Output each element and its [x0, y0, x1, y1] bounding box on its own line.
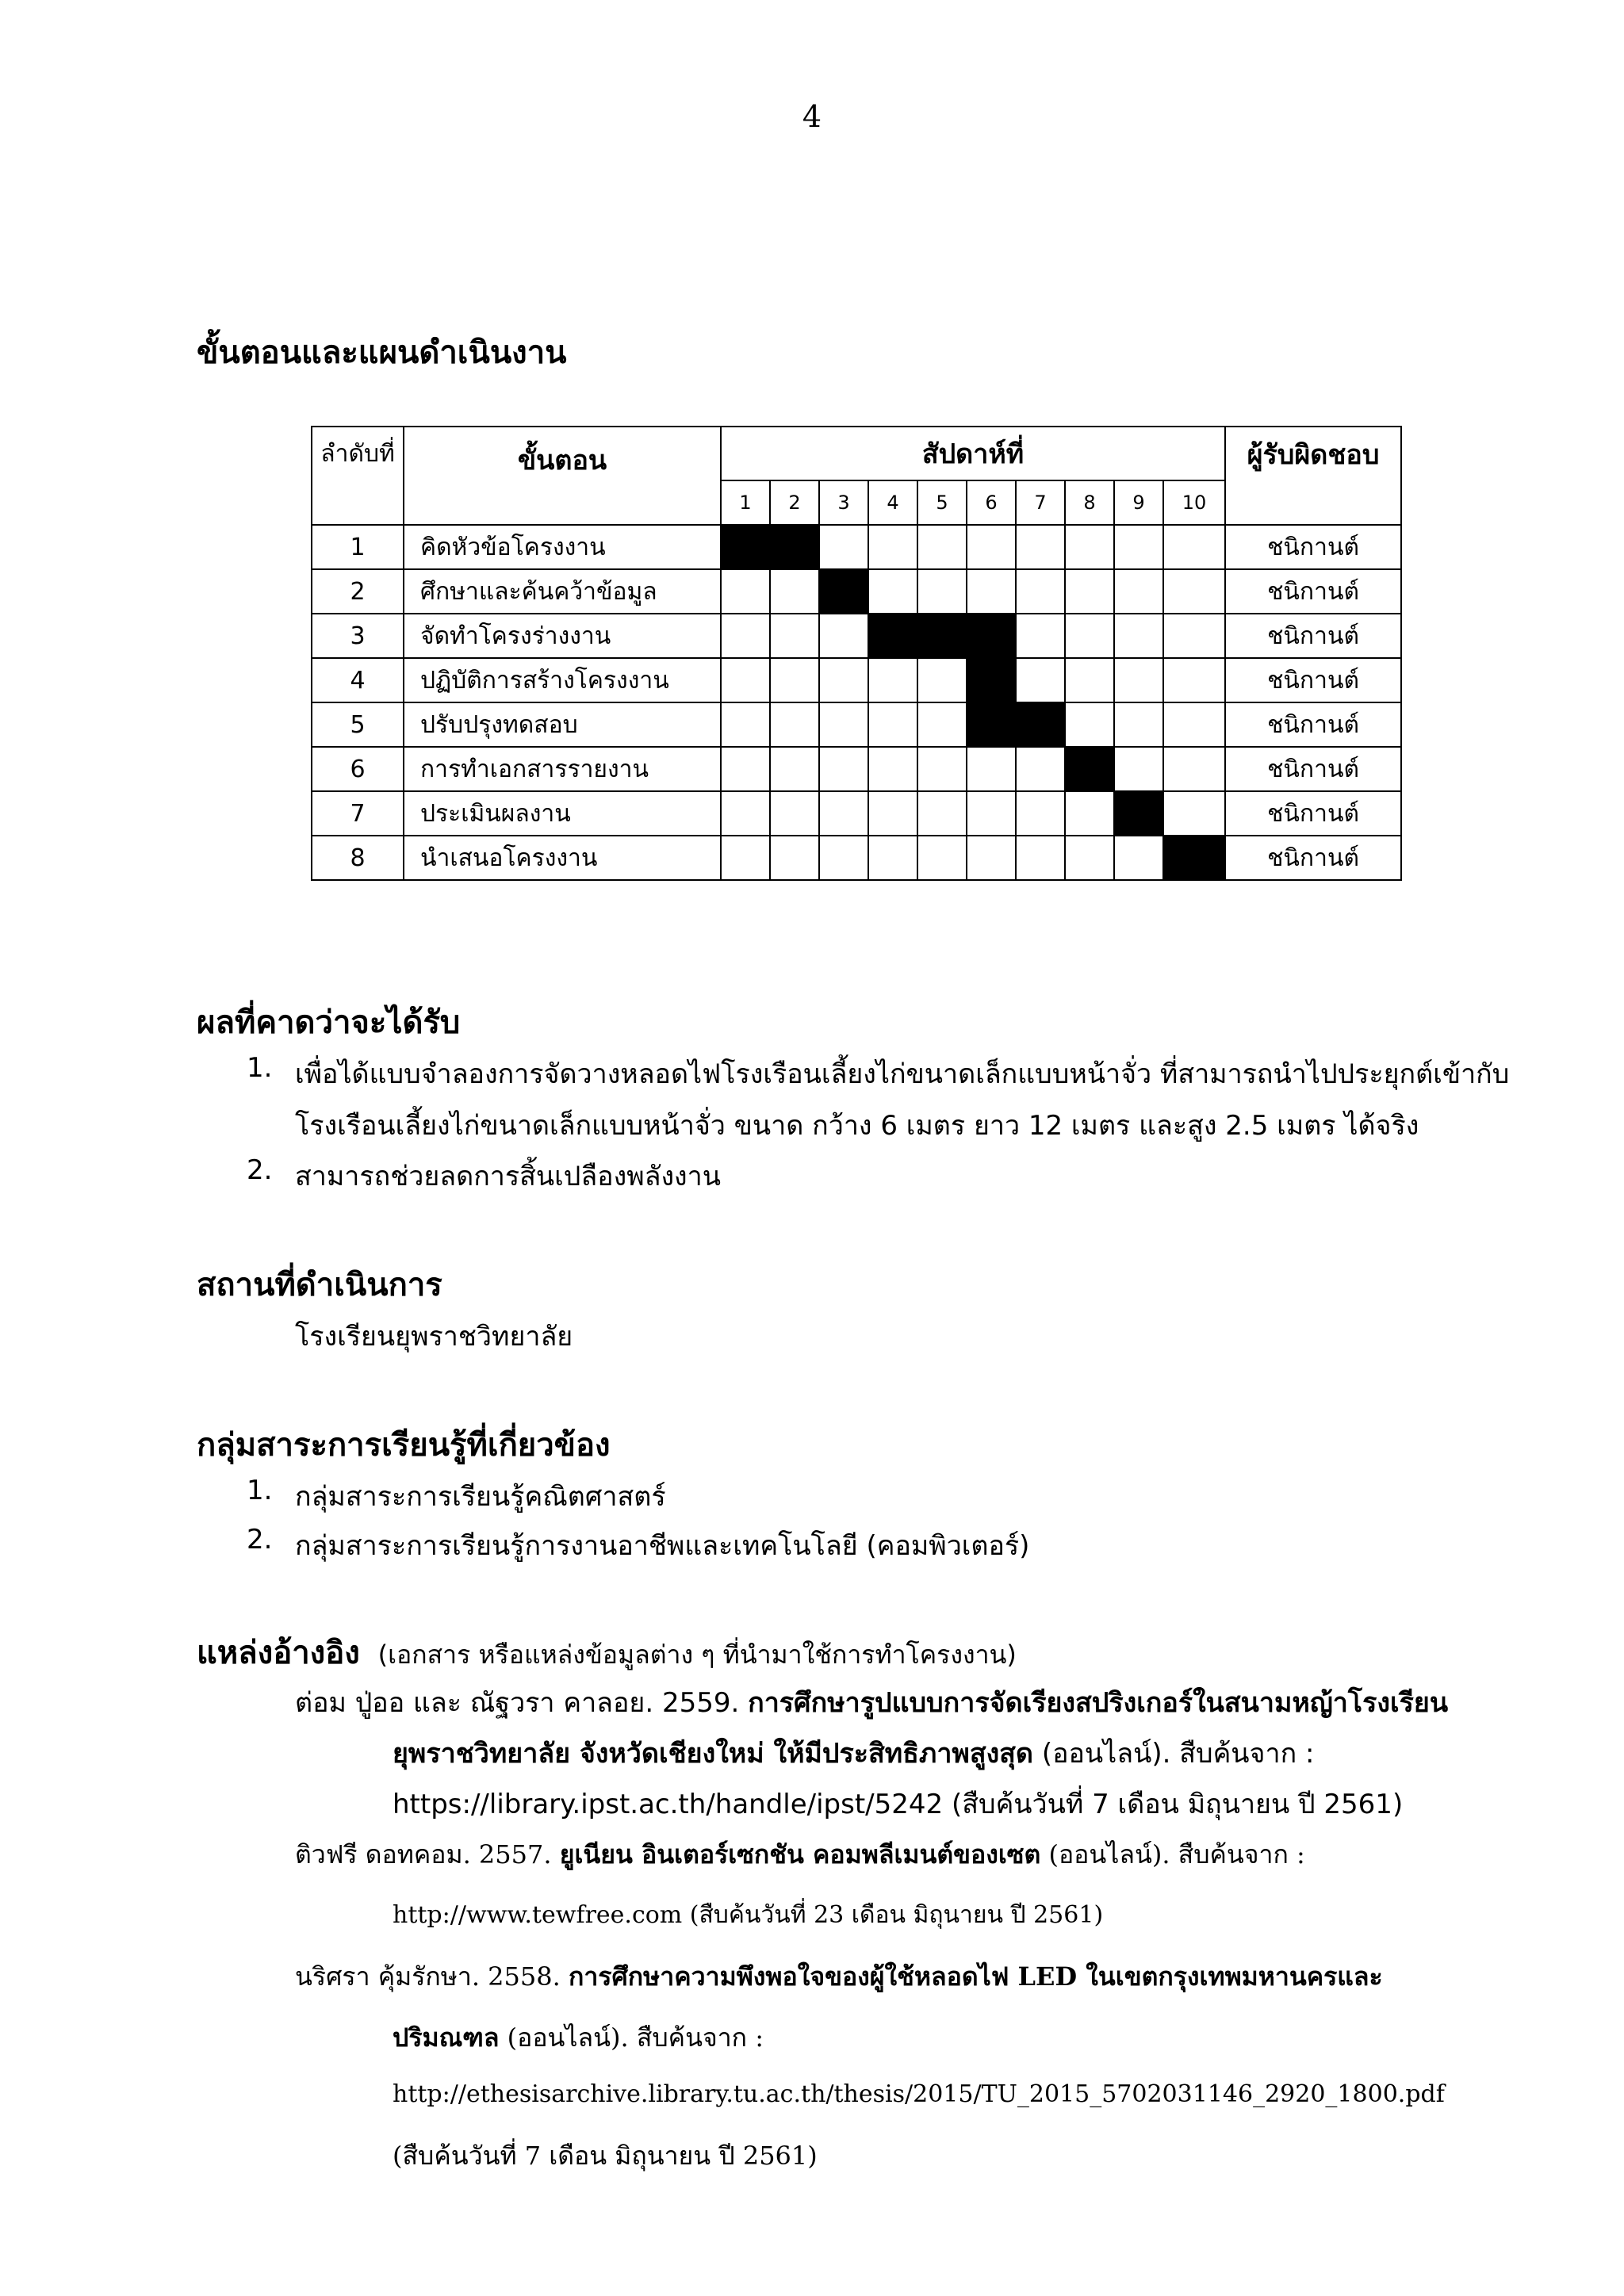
gantt-row: [312, 658, 1401, 702]
gantt-empty-cell: [819, 791, 868, 836]
gantt-empty-cell: [1114, 836, 1163, 880]
reference-title: ยุพราชวิทยาลัย จังหวัดเชียงใหม่ ให้มีประสิทธิภาพสูงสุด: [393, 1738, 1034, 1770]
reference-title: การศึกษาความพึงพอใจของผู้ใช้หลอดไฟ LED ในเขตกรุงเทพมหานครและ: [568, 1961, 1383, 1992]
gantt-empty-cell: [721, 658, 770, 702]
gantt-empty-cell: [1065, 836, 1114, 880]
gantt-empty-cell: [721, 791, 770, 836]
reference-title: ยูเนียน อินเตอร์เซกชัน คอมพลีเมนต์ของเซต: [559, 1839, 1041, 1869]
row-number: 8: [312, 836, 404, 880]
gantt-empty-cell: [819, 614, 868, 658]
gantt-empty-cell: [1163, 791, 1225, 836]
reference-source: (ออนไลน์). สืบค้นจาก :: [507, 2022, 764, 2053]
gantt-empty-cell: [967, 569, 1016, 614]
row-step: การทำเอกสารรายงาน: [404, 747, 721, 791]
reference-source: (ออนไลน์). สืบค้นจาก :: [1041, 1738, 1315, 1770]
gantt-empty-cell: [770, 702, 819, 747]
row-step: ปฏิบัติการสร้างโครงงาน: [404, 658, 721, 702]
week-number: 6: [967, 480, 1016, 525]
subject-item-text: กลุ่มสาระการเรียนรู้การงานอาชีพและเทคโนโลยี (คอมพิวเตอร์): [295, 1530, 1030, 1562]
gantt-empty-cell: [819, 836, 868, 880]
week-number: 1: [721, 480, 770, 525]
gantt-row: [312, 525, 1401, 569]
gantt-empty-cell: [967, 836, 1016, 880]
gantt-empty-cell: [1163, 658, 1225, 702]
gantt-empty-cell: [721, 702, 770, 747]
row-number: 7: [312, 791, 404, 836]
gantt-empty-cell: [917, 525, 967, 569]
row-number: 1: [312, 525, 404, 569]
week-number: 9: [1114, 480, 1163, 525]
gantt-bar-cell: [1114, 791, 1163, 836]
gantt-bar-cell: [721, 525, 770, 569]
gantt-row: [312, 614, 1401, 658]
gantt-empty-cell: [1016, 836, 1065, 880]
reference-title: การศึกษารูปแบบการจัดเรียงสปริงเกอร์ในสนามหญ้าโรงเรียน: [748, 1687, 1449, 1719]
gantt-bar-cell: [967, 614, 1016, 658]
gantt-empty-cell: [967, 791, 1016, 836]
gantt-row: [312, 791, 1401, 836]
gantt-row: [312, 702, 1401, 747]
gantt-empty-cell: [819, 747, 868, 791]
gantt-row: [312, 836, 1401, 880]
week-number: 8: [1065, 480, 1114, 525]
gantt-empty-cell: [1065, 702, 1114, 747]
reference-author: ติวฟรี ดอทคอม. 2557.: [295, 1839, 552, 1869]
gantt-empty-cell: [917, 702, 967, 747]
row-step: ศึกษาและค้นคว้าข้อมูล: [404, 569, 721, 614]
row-responsible: ชนิกานต์: [1225, 747, 1401, 791]
row-step: นำเสนอโครงงาน: [404, 836, 721, 880]
gantt-empty-cell: [868, 525, 917, 569]
plan-heading: ขั้นตอนและแผนดำเนินงาน: [197, 335, 567, 371]
gantt-bar-cell: [967, 702, 1016, 747]
gantt-bar-cell: [819, 569, 868, 614]
gantt-bar-cell: [1065, 747, 1114, 791]
row-number: 4: [312, 658, 404, 702]
gantt-empty-cell: [917, 747, 967, 791]
gantt-empty-cell: [819, 525, 868, 569]
subjects-heading: กลุ่มสาระการเรียนรู้ที่เกี่ยวข้อง: [197, 1427, 611, 1464]
gantt-empty-cell: [721, 836, 770, 880]
location-text: โรงเรียนยุพราชวิทยาลัย: [295, 1321, 573, 1353]
reference-title: ปริมณฑล: [393, 2022, 500, 2053]
location-heading: สถานที่ดำเนินการ: [197, 1267, 442, 1303]
reference-author: ต่อม ปู่ออ และ ณัฐวรา คาลอย. 2559.: [295, 1687, 740, 1719]
gantt-empty-cell: [1016, 658, 1065, 702]
gantt-empty-cell: [1065, 525, 1114, 569]
references-subheading: (เอกสาร หรือแหล่งข้อมูลต่าง ๆ ที่นำมาใช้การทำโครงงาน): [377, 1640, 1017, 1670]
row-responsible: ชนิกานต์: [1225, 702, 1401, 747]
gantt-empty-cell: [868, 702, 917, 747]
row-step: จัดทำโครงร่างงาน: [404, 614, 721, 658]
gantt-empty-cell: [770, 569, 819, 614]
gantt-empty-cell: [1016, 614, 1065, 658]
gantt-empty-cell: [770, 747, 819, 791]
reference-entry-3: [295, 1957, 1383, 1997]
responsible-spacer: [1225, 480, 1401, 525]
gantt-empty-cell: [770, 658, 819, 702]
gantt-empty-cell: [967, 747, 1016, 791]
reference-url-line: http://www.tewfree.com (สืบค้นวันที่ 23 เดือน มิถุนายน ปี 2561): [393, 1901, 1104, 1929]
gantt-empty-cell: [1114, 702, 1163, 747]
week-number: 4: [868, 480, 917, 525]
gantt-empty-cell: [1065, 791, 1114, 836]
row-responsible: ชนิกานต์: [1225, 791, 1401, 836]
reference-author: นริศรา คุ้มรักษา. 2558.: [295, 1961, 561, 1992]
gantt-empty-cell: [721, 569, 770, 614]
reference-entry-1-line2: [393, 1732, 1314, 1774]
subject-item-number: 1.: [247, 1475, 273, 1506]
gantt-empty-cell: [721, 747, 770, 791]
row-number: 5: [312, 702, 404, 747]
subject-item-number: 2.: [247, 1524, 273, 1556]
gantt-empty-cell: [917, 569, 967, 614]
gantt-empty-cell: [1114, 569, 1163, 614]
expected-item-text: โรงเรือนเลี้ยงไก่ขนาดเล็กแบบหน้าจั่ว ขนาด กว้าง 6 เมตร ยาว 12 เมตร และสูง 2.5 เมตร ได้จริง: [295, 1110, 1419, 1142]
gantt-bar-cell: [1016, 702, 1065, 747]
gantt-empty-cell: [1065, 614, 1114, 658]
gantt-empty-cell: [819, 658, 868, 702]
expected-item-number: 2.: [247, 1154, 273, 1186]
gantt-bar-cell: [770, 525, 819, 569]
reference-source: (ออนไลน์). สืบค้นจาก :: [1048, 1839, 1305, 1869]
gantt-empty-cell: [1016, 747, 1065, 791]
gantt-bar-cell: [967, 658, 1016, 702]
row-number: 3: [312, 614, 404, 658]
row-responsible: ชนิกานต์: [1225, 658, 1401, 702]
gantt-empty-cell: [868, 569, 917, 614]
gantt-empty-cell: [1016, 525, 1065, 569]
expected-item-text: สามารถช่วยลดการสิ้นเปลืองพลังงาน: [295, 1161, 721, 1192]
gantt-row: [312, 747, 1401, 791]
gantt-empty-cell: [770, 614, 819, 658]
gantt-empty-cell: [1163, 525, 1225, 569]
week-number: 5: [917, 480, 967, 525]
col-step-header: ขั้นตอน: [404, 427, 721, 525]
gantt-empty-cell: [868, 791, 917, 836]
gantt-empty-cell: [917, 791, 967, 836]
gantt-empty-cell: [868, 658, 917, 702]
expected-item-number: 1.: [247, 1052, 273, 1084]
row-step: ปรับปรุงทดสอบ: [404, 702, 721, 747]
gantt-empty-cell: [868, 836, 917, 880]
gantt-empty-cell: [1163, 747, 1225, 791]
col-week-header: สัปดาห์ที่: [721, 427, 1225, 480]
subject-item-text: กลุ่มสาระการเรียนรู้คณิตศาสตร์: [295, 1481, 666, 1513]
gantt-empty-cell: [1114, 614, 1163, 658]
gantt-empty-cell: [1163, 614, 1225, 658]
references-heading-line: [197, 1627, 1017, 1678]
gantt-table: [311, 426, 1402, 881]
page-number: 4: [802, 99, 822, 134]
gantt-empty-cell: [868, 747, 917, 791]
references-heading: แหล่งอ้างอิง: [197, 1635, 360, 1671]
gantt-empty-cell: [770, 791, 819, 836]
row-responsible: ชนิกานต์: [1225, 836, 1401, 880]
week-number: 10: [1163, 480, 1225, 525]
gantt-body: [312, 525, 1401, 880]
week-number: 2: [770, 480, 819, 525]
gantt-empty-cell: [1065, 569, 1114, 614]
col-order-header: ลำดับที่: [312, 427, 404, 525]
expected-heading: ผลที่คาดว่าจะได้รับ: [197, 1004, 461, 1041]
row-responsible: ชนิกานต์: [1225, 525, 1401, 569]
row-number: 2: [312, 569, 404, 614]
gantt-empty-cell: [917, 836, 967, 880]
gantt-empty-cell: [1114, 658, 1163, 702]
reference-entry-3-line2: [393, 2018, 764, 2058]
row-responsible: ชนิกานต์: [1225, 569, 1401, 614]
gantt-empty-cell: [819, 702, 868, 747]
expected-item-text: เพื่อได้แบบจำลองการจัดวางหลอดไฟโรงเรือนเลี้ยงไก่ขนาดเล็กแบบหน้าจั่ว ที่สามารถนำไปประยุกต์เข้ากับ: [295, 1058, 1510, 1090]
week-number: 7: [1016, 480, 1065, 525]
gantt-empty-cell: [1163, 702, 1225, 747]
gantt-empty-cell: [917, 658, 967, 702]
gantt-empty-cell: [967, 525, 1016, 569]
reference-entry-2: [295, 1835, 1305, 1875]
gantt-row: [312, 569, 1401, 614]
col-responsible-header: ผู้รับผิดชอบ: [1225, 427, 1401, 480]
gantt-empty-cell: [721, 614, 770, 658]
gantt-empty-cell: [1114, 525, 1163, 569]
week-number: 3: [819, 480, 868, 525]
row-step: ประเมินผลงาน: [404, 791, 721, 836]
row-responsible: ชนิกานต์: [1225, 614, 1401, 658]
gantt-empty-cell: [1065, 658, 1114, 702]
gantt-empty-cell: [1114, 747, 1163, 791]
reference-url-line: https://library.ipst.ac.th/handle/ipst/5242 (สืบค้นวันที่ 7 เดือน มิถุนายน ปี 2561): [393, 1789, 1404, 1820]
gantt-empty-cell: [1016, 569, 1065, 614]
row-step: คิดหัวข้อโครงงาน: [404, 525, 721, 569]
gantt-empty-cell: [1163, 569, 1225, 614]
gantt-bar-cell: [868, 614, 917, 658]
row-number: 6: [312, 747, 404, 791]
reference-url: http://ethesisarchive.library.tu.ac.th/thesis/2015/TU_2015_5702031146_2920_1800.pdf: [393, 2080, 1445, 2108]
gantt-bar-cell: [917, 614, 967, 658]
gantt-bar-cell: [1163, 836, 1225, 880]
reference-access-date: (สืบค้นวันที่ 7 เดือน มิถุนายน ปี 2561): [393, 2141, 818, 2171]
reference-entry-1: [295, 1681, 1448, 1724]
gantt-empty-cell: [770, 836, 819, 880]
gantt-empty-cell: [1016, 791, 1065, 836]
